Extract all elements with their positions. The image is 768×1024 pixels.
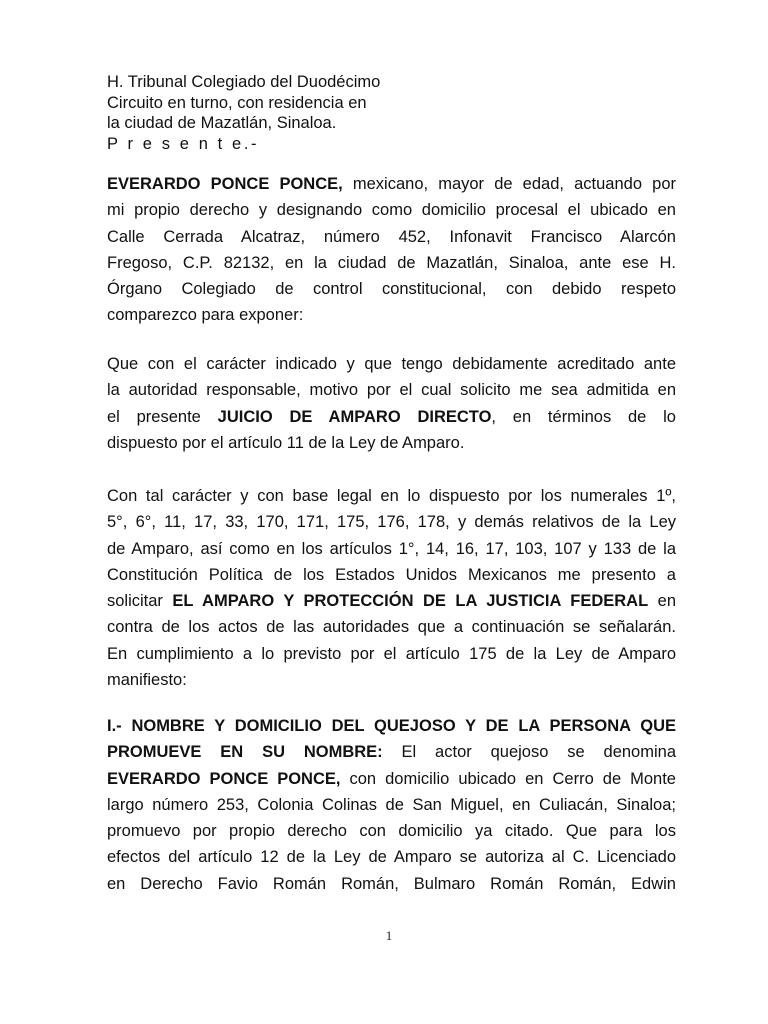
- text-line: mi propio derecho y designando como domicilio procesal el ubicado en: [107, 201, 676, 220]
- text-line: manifiesto:: [107, 671, 187, 690]
- text-line: comparezco para exponer:: [107, 306, 304, 325]
- text-line: En cumplimiento a lo previsto por el artículo 175 de la Ley de Amparo: [107, 644, 676, 663]
- text-fragment: mexicano, mayor de edad, actuando por: [342, 175, 676, 193]
- text-line: Fregoso, C.P. 82132, en la ciudad de Mazatlán, Sinaloa, ante ese H.: [107, 253, 676, 272]
- presente-line: P r e s e n t e.-: [107, 134, 260, 153]
- text-line: efectos del artículo 12 de la Ley de Amparo se autoriza al C. Licenciado: [107, 848, 676, 867]
- addressee-line: Circuito en turno, con residencia en: [107, 93, 367, 112]
- text-line: Calle Cerrada Alcatraz, número 452, Infonavit Francisco Alarcón: [107, 227, 676, 246]
- paragraph-section-i: [107, 713, 676, 897]
- page-number: 1: [385, 928, 393, 943]
- text-line: 5°, 6°, 11, 17, 33, 170, 171, 175, 176, 178, y demás relativos de la Ley: [107, 513, 676, 532]
- addressee-line: la ciudad de Mazatlán, Sinaloa.: [107, 114, 337, 132]
- text-line: Órgano Colegiado de control constitucional, con debido respeto: [107, 280, 676, 299]
- text-fragment: solicitar: [107, 592, 173, 611]
- text-line: [107, 739, 676, 765]
- text-line: la autoridad responsable, motivo por el cual solicito me sea admitida en: [107, 381, 676, 400]
- text-line: promuevo por propio derecho con domicilio ya citado. Que para los: [107, 822, 676, 841]
- text-fragment: El actor quejoso se denomina: [382, 743, 676, 762]
- addressee-line: H. Tribunal Colegiado del Duodécimo: [107, 73, 381, 91]
- text-line: [107, 588, 676, 614]
- text-line: de Amparo, así como en los artículos 1°, 14, 16, 17, 103, 107 y 133 de la: [107, 539, 676, 558]
- text-fragment: con domicilio ubicado en Cerro de Monte: [340, 769, 676, 788]
- text-line: contra de los actos de las autoridades que a continuación se señalarán.: [107, 618, 676, 637]
- text-line: Con tal carácter y con base legal en lo dispuesto por los numerales 1º,: [107, 487, 676, 505]
- text-line: Que con el carácter indicado y que tengo debidamente acreditado ante: [107, 355, 676, 373]
- text-line: [107, 171, 676, 197]
- paragraph-introduction: [107, 171, 676, 329]
- petitioner-name: EVERARDO PONCE PONCE,: [107, 769, 341, 788]
- text-fragment: el presente: [107, 407, 218, 426]
- text-line: Constitución Política de los Estados Unidos Mexicanos me presento a: [107, 565, 676, 584]
- relief-requested: EL AMPARO Y PROTECCIÓN DE LA JUSTICIA FEDERAL: [172, 592, 649, 611]
- text-line: [107, 404, 676, 430]
- addressee-block: [107, 72, 427, 154]
- paragraph-request: [107, 351, 676, 456]
- petitioner-name: EVERARDO PONCE PONCE,: [107, 175, 343, 193]
- paragraph-legal-basis: [107, 483, 676, 693]
- section-heading: PROMUEVE EN SU NOMBRE:: [107, 743, 383, 762]
- text-line: largo número 253, Colonia Colinas de San Miguel, en Culiacán, Sinaloa;: [107, 795, 676, 814]
- text-line: en Derecho Favio Román Román, Bulmaro Román Román, Edwin: [107, 874, 676, 893]
- proceeding-type: JUICIO DE AMPARO DIRECTO: [217, 407, 492, 426]
- section-heading: I.- NOMBRE Y DOMICILIO DEL QUEJOSO Y DE LA PERSONA QUE: [107, 717, 676, 735]
- text-fragment: en: [648, 592, 677, 611]
- text-fragment: , en términos de lo: [491, 407, 676, 426]
- text-line: dispuesto por el artículo 11 de la Ley de Amparo.: [107, 433, 465, 452]
- text-line: [107, 766, 676, 792]
